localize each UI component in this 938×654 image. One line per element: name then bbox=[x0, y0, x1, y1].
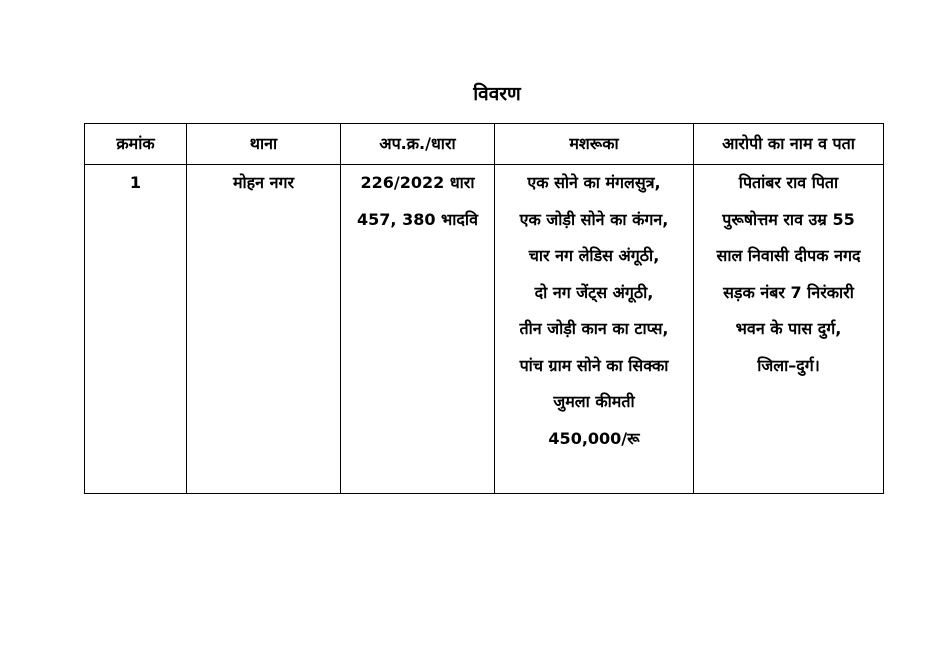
property-line: एक सोने का मंगलसुत्र, bbox=[527, 173, 661, 192]
accused-line: भवन के पास दुर्ग, bbox=[735, 319, 842, 338]
thana-name: मोहन नगर bbox=[232, 173, 295, 192]
accused-line: जिला–दुर्ग। bbox=[757, 355, 820, 375]
header-property: मशरूका bbox=[495, 124, 694, 165]
header-row bbox=[85, 124, 884, 165]
cell-serial bbox=[85, 165, 187, 494]
cell-property bbox=[495, 165, 694, 494]
property-line: दो नग जेंट्स अंगूठी, bbox=[534, 282, 654, 302]
property-line: चार नग लेडिस अंगूठी, bbox=[528, 246, 660, 265]
cell-case-section bbox=[341, 165, 495, 494]
table-row bbox=[85, 165, 884, 494]
property-line: 450,000/रू bbox=[548, 428, 640, 448]
accused-line: साल निवासी दीपक नगद bbox=[716, 246, 861, 265]
header-serial: क्रमांक bbox=[85, 124, 187, 165]
serial-number: 1 bbox=[129, 173, 142, 192]
header-thana: थाना bbox=[187, 124, 341, 165]
cell-accused bbox=[694, 165, 884, 494]
accused-line: पितांबर राव पिता bbox=[738, 173, 839, 192]
header-accused: आरोपी का नाम व पता bbox=[694, 124, 884, 165]
accused-line: सड़क नंबर 7 निरंकारी bbox=[723, 282, 854, 302]
details-table bbox=[84, 123, 884, 494]
property-line: तीन जोड़ी कान का टाप्स, bbox=[519, 319, 669, 338]
accused-line: पुरूषोत्तम राव उम्र 55 bbox=[722, 209, 855, 229]
header-case-section: अप.क्र./धारा bbox=[341, 124, 495, 165]
case-section-line: 457, 380 भादवि bbox=[357, 209, 478, 229]
property-line: पांच ग्राम सोने का सिक्का bbox=[519, 355, 669, 375]
page-title: विवरण bbox=[473, 83, 521, 105]
cell-thana bbox=[187, 165, 341, 494]
property-line: जुमला कीमती bbox=[553, 392, 635, 411]
case-section-line: 226/2022 धारा bbox=[360, 173, 475, 192]
property-line: एक जोड़ी सोने का कंगन, bbox=[519, 209, 669, 229]
